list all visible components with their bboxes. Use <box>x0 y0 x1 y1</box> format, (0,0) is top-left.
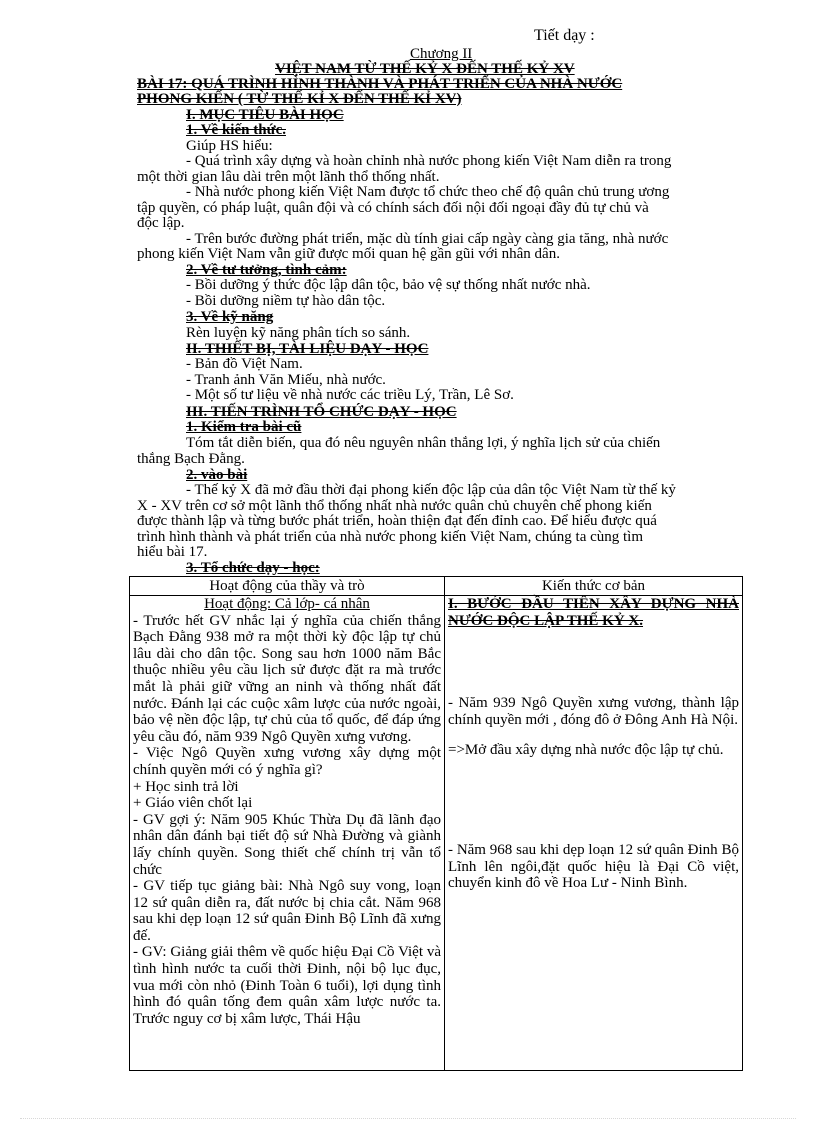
activity-para-3: + Học sinh trả lời <box>133 778 239 795</box>
text-kt3-l1: - Trên bước đường phát triển, mặc dù tính giai cấp ngày càng gia tăng, nhà nước <box>186 231 669 247</box>
text-tt2: - Bồi dưỡng niềm tự hào dân tộc. <box>186 293 386 309</box>
subsection-ky-nang: 3. Về kỹ năng <box>186 309 274 325</box>
knowledge-para-3: - Năm 968 sau khi dẹp loạn 12 sứ quân Đinh Bộ Lĩnh lên ngôi,đặt quốc hiệu là Đại Cồ việt, chuyển kinh đô về Hoa Lư - Ninh Bình. <box>448 841 739 892</box>
text-kiem-tra-l1: Tóm tắt diễn biến, qua đó nêu nguyên nhân thắng lợi, ý nghĩa lịch sử của chiến <box>186 435 661 451</box>
activity-para-1: - Trước hết GV nhắc lại ý nghĩa của chiến thắng Bạch Đằng 938 mở ra một thời kỳ độc lập tự chủ lâu dài cho dân tộc. Song sau hơn 1000 năm Bắc thuộc nhiều yêu cầu lịch sử được đặt ra mà trước mắt là phải giữ vững an ninh và thống nhất đất nước. Đánh lại các cuộc xâm lược của nước ngoài, bảo vệ nền độc lập, tự chủ của tổ quốc, để đáp ứng yêu cầu đó, năm 939 Ngô Quyền xưng vương. <box>133 612 441 745</box>
text-kt2-l3: độc lập. <box>137 215 185 231</box>
table-header-row <box>130 577 743 596</box>
activity-para-7: - GV: Giảng giải thêm về quốc hiệu Đại Cồ Việt và tình hình nước ta cuối thời Đinh, nội bộ lục đục, vua mới còn nhỏ (Đinh Toàn 6 tuổi), lợi dụng tình hình đó quân tống đem quân xâm lược nước ta. Trước nguy cơ bị xâm lược, Thái Hậu <box>133 944 441 1027</box>
section-tien-trinh: III. TIẾN TRÌNH TỔ CHỨC DẠY - HỌC <box>186 404 457 420</box>
activity-para-4: + Giáo viên chốt lại <box>133 795 253 812</box>
text-kt2-l2: tập quyền, có pháp luật, quân đội và có chính sách đối nội đối ngoại đầy đủ tự chủ và <box>137 200 649 216</box>
text-tb3: - Một số tư liệu về nhà nước các triều Lý, Trần, Lê Sơ. <box>186 387 514 403</box>
text-vao-bai-l1: - Thế kỷ X đã mở đầu thời đại phong kiến độc lập của dân tộc Việt Nam từ thế kỷ <box>186 482 676 498</box>
subsection-kiem-tra: 1. Kiểm tra bài cũ <box>186 419 302 435</box>
table-row <box>130 596 743 1071</box>
text-kn1: Rèn luyện kỹ năng phân tích so sánh. <box>186 325 411 341</box>
text-vao-bai-l3: được thành lập và từng bước phát triển, hoàn thiện đạt đến đỉnh cao. Để hiểu được quá <box>137 513 657 529</box>
activity-para-6: - GV tiếp tục giảng bài: Nhà Ngô suy vong, loạn 12 sứ quân diễn ra, đất nước bị chia cắt. Năm 968 sau khi dẹp loạn 12 sứ quân Đinh Bộ Lĩnh đã xưng đế. <box>133 878 441 944</box>
text-vao-bai-l5: hiểu bài 17. <box>137 544 208 560</box>
text-tt1: - Bồi dưỡng ý thức độc lập dân tộc, bảo vệ sự thống nhất nước nhà. <box>186 277 591 293</box>
subsection-tu-tuong: 2. Về tư tưởng, tình cảm: <box>186 262 347 278</box>
section-thiet-bi: II. THIẾT BỊ, TÀI LIỆU DẠY - HỌC <box>186 341 429 357</box>
text-vao-bai-l4: trình hình thành và phát triển của nhà nước phong kiến Việt Nam, chúng ta cùng tìm <box>137 529 644 545</box>
chapter-title: Chương II <box>410 46 473 62</box>
text-kt3-l2: phong kiến Việt Nam vẫn giữ được mối quan hệ gần gũi với nhân dân. <box>137 246 560 262</box>
subsection-kien-thuc: 1. Về kiến thức. <box>186 122 286 138</box>
text-tb2: - Tranh ảnh Văn Miếu, nhà nước. <box>186 372 386 388</box>
knowledge-cell <box>445 596 743 1071</box>
subsection-vao-bai: 2. vào bài <box>186 467 248 483</box>
tiet-day-label: Tiết dạy : <box>534 27 595 44</box>
spacer <box>448 629 739 695</box>
activities-cell <box>130 596 445 1071</box>
text-vao-bai-l2: X - XV trên cơ sở một lãnh thổ thống nhất nhà nước quân chủ chuyên chế phong kiến <box>137 498 652 514</box>
subsection-to-chuc: 3. Tổ chức dạy - học: <box>186 560 320 576</box>
table-header-knowledge: Kiến thức cơ bản <box>445 577 743 596</box>
activity-title: Hoạt động: Cả lớp- cá nhân <box>204 596 370 612</box>
knowledge-heading: I. BƯỚC ĐẦU TIÊN XÂY DỰNG NHÀ NƯỚC ĐỘC LẬP THẾ KỶ X. <box>448 596 739 629</box>
text-kiem-tra-l2: thắng Bạch Đằng. <box>137 451 245 467</box>
knowledge-para-1: - Năm 939 Ngô Quyền xưng vương, thành lập chính quyền mới , đóng đô ở Đông Anh Hà Nội. <box>448 695 739 728</box>
text-kt1-l1: - Quá trình xây dựng và hoàn chỉnh nhà nước phong kiến Việt Nam diễn ra trong <box>186 153 672 169</box>
spacer <box>448 728 739 742</box>
knowledge-para-2: =>Mở đầu xây dựng nhà nước độc lập tự chủ. <box>448 742 724 759</box>
lesson-title-line2: PHONG KIẾN ( TỪ THẾ KỈ X ĐẾN THẾ KỈ XV) <box>137 91 462 107</box>
table-header-activities: Hoạt động của thầy và trò <box>130 577 445 596</box>
page-bottom-divider <box>20 1118 796 1119</box>
activity-para-5: - GV gợi ý: Năm 905 Khúc Thừa Dụ đã lãnh đạo nhân dân đánh bại tiết độ sứ Nhà Đường và giành lấy chính quyền. Song thiết chế chính trị vẫn tổ chức <box>133 811 441 878</box>
lesson-table <box>129 576 743 1071</box>
spacer <box>448 759 739 842</box>
activity-para-2: - Việc Ngô Quyền xưng vương xây dựng một chính quyền mới có ý nghĩa gì? <box>133 745 441 778</box>
text-tb1: - Bản đồ Việt Nam. <box>186 356 303 372</box>
text-kt2-l1: - Nhà nước phong kiến Việt Nam được tổ chức theo chế độ quân chủ trung ương <box>186 184 670 200</box>
section-muc-tieu: I. MỤC TIÊU BÀI HỌC <box>186 107 344 123</box>
text-giup: Giúp HS hiểu: <box>186 138 273 154</box>
period-title: VIỆT NAM TỪ THẾ KỶ X ĐẾN THẾ KỶ XV <box>275 61 575 77</box>
lesson-title-line1: BÀI 17: QUÁ TRÌNH HÌNH THÀNH VÀ PHÁT TRIỂN CỦA NHÀ NƯỚC <box>137 76 623 92</box>
text-kt1-l2: một thời gian lâu dài trên một lãnh thổ thống nhất. <box>137 169 440 185</box>
